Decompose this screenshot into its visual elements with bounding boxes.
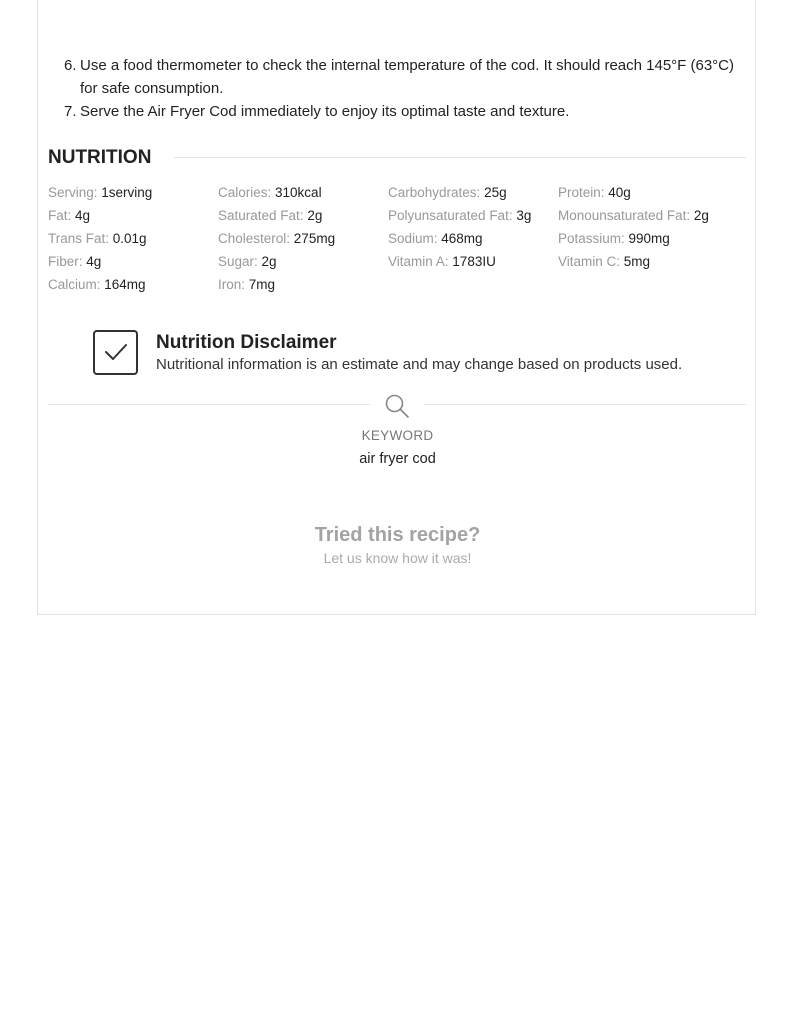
nutrition-item bbox=[388, 253, 496, 271]
nutrition-label: Sugar: bbox=[218, 254, 262, 269]
tried-recipe-subtitle: Let us know how it was! bbox=[323, 550, 472, 566]
disclaimer-text: Nutritional information is an estimate and may change based on products used. bbox=[156, 356, 683, 373]
nutrition-label: Fat: bbox=[48, 208, 76, 223]
nutrition-item bbox=[558, 184, 631, 202]
nutrition-item bbox=[388, 230, 483, 248]
nutrition-label: Cholesterol: bbox=[218, 231, 294, 246]
nutrition-item bbox=[48, 207, 90, 225]
nutrition-value: 1783IU bbox=[452, 254, 496, 269]
nutrition-heading: NUTRITION bbox=[48, 147, 152, 168]
nutrition-label: Monounsaturated Fat: bbox=[558, 208, 694, 223]
nutrition-value: 990mg bbox=[628, 231, 670, 246]
nutrition-item bbox=[388, 184, 507, 202]
tried-recipe-title: Tried this recipe? bbox=[314, 524, 481, 546]
step-text: Use a food thermometer to check the internal temperature of the cod. It should reach 145°F (63°C) for safe consumption. bbox=[80, 57, 735, 97]
disclaimer-title: Nutrition Disclaimer bbox=[156, 332, 337, 353]
keyword-divider-left bbox=[48, 404, 370, 405]
nutrition-item bbox=[388, 207, 531, 225]
nutrition-value: 468mg bbox=[441, 231, 483, 246]
nutrition-value: 3g bbox=[516, 208, 532, 223]
nutrition-item bbox=[48, 184, 152, 202]
nutrition-value: 40g bbox=[608, 185, 631, 200]
nutrition-item bbox=[218, 207, 322, 225]
keyword-value: air fryer cod bbox=[359, 451, 436, 467]
nutrition-value: 2g bbox=[307, 208, 323, 223]
recipe-card bbox=[37, 0, 756, 615]
nutrition-value: 7mg bbox=[248, 277, 276, 292]
nutrition-item bbox=[48, 276, 146, 294]
nutrition-value: 0.01g bbox=[112, 231, 147, 246]
nutrition-label: Serving: bbox=[48, 185, 102, 200]
nutrition-label: Fiber: bbox=[48, 254, 87, 269]
step-text: Serve the Air Fryer Cod immediately to enjoy its optimal taste and texture. bbox=[80, 103, 570, 120]
nutrition-item bbox=[218, 276, 275, 294]
nutrition-value: 2g bbox=[693, 208, 709, 223]
nutrition-label: Potassium: bbox=[558, 231, 629, 246]
nutrition-label: Iron: bbox=[218, 277, 249, 292]
nutrition-label: Carbohydrates: bbox=[388, 185, 485, 200]
nutrition-item bbox=[218, 253, 277, 271]
nutrition-item bbox=[48, 253, 101, 271]
instructions-list bbox=[64, 54, 744, 123]
step-number: 6. bbox=[64, 57, 77, 74]
nutrition-label: Calories: bbox=[218, 185, 276, 200]
nutrition-divider bbox=[174, 157, 746, 158]
nutrition-value: 2g bbox=[261, 254, 277, 269]
nutrition-value: 25g bbox=[484, 185, 507, 200]
nutrition-label: Protein: bbox=[558, 185, 609, 200]
nutrition-value: 4g bbox=[86, 254, 102, 269]
keyword-divider-right bbox=[424, 404, 746, 405]
search-icon bbox=[384, 393, 410, 419]
nutrition-value: 1serving bbox=[101, 185, 153, 200]
nutrition-value: 310kcal bbox=[275, 185, 322, 200]
nutrition-value: 5mg bbox=[623, 254, 651, 269]
instruction-step bbox=[64, 54, 744, 100]
nutrition-label: Vitamin C: bbox=[558, 254, 624, 269]
nutrition-header bbox=[48, 146, 746, 170]
nutrition-disclaimer bbox=[93, 330, 733, 376]
nutrition-label: Sodium: bbox=[388, 231, 442, 246]
nutrition-item bbox=[218, 230, 335, 248]
checkbox-checked-icon bbox=[93, 330, 138, 375]
nutrition-item bbox=[218, 184, 322, 202]
nutrition-label: Saturated Fat: bbox=[218, 208, 308, 223]
nutrition-item bbox=[558, 207, 709, 225]
nutrition-label: Vitamin A: bbox=[388, 254, 453, 269]
keyword-label: KEYWORD bbox=[361, 428, 434, 443]
nutrition-item bbox=[558, 230, 670, 248]
instruction-step bbox=[64, 100, 744, 123]
nutrition-item bbox=[48, 230, 147, 248]
nutrition-label: Calcium: bbox=[48, 277, 105, 292]
nutrition-label: Trans Fat: bbox=[48, 231, 113, 246]
nutrition-value: 164mg bbox=[104, 277, 146, 292]
nutrition-item bbox=[558, 253, 650, 271]
nutrition-value: 4g bbox=[75, 208, 91, 223]
step-number: 7. bbox=[64, 103, 77, 120]
nutrition-value: 275mg bbox=[293, 231, 336, 246]
nutrition-label: Polyunsaturated Fat: bbox=[388, 208, 517, 223]
